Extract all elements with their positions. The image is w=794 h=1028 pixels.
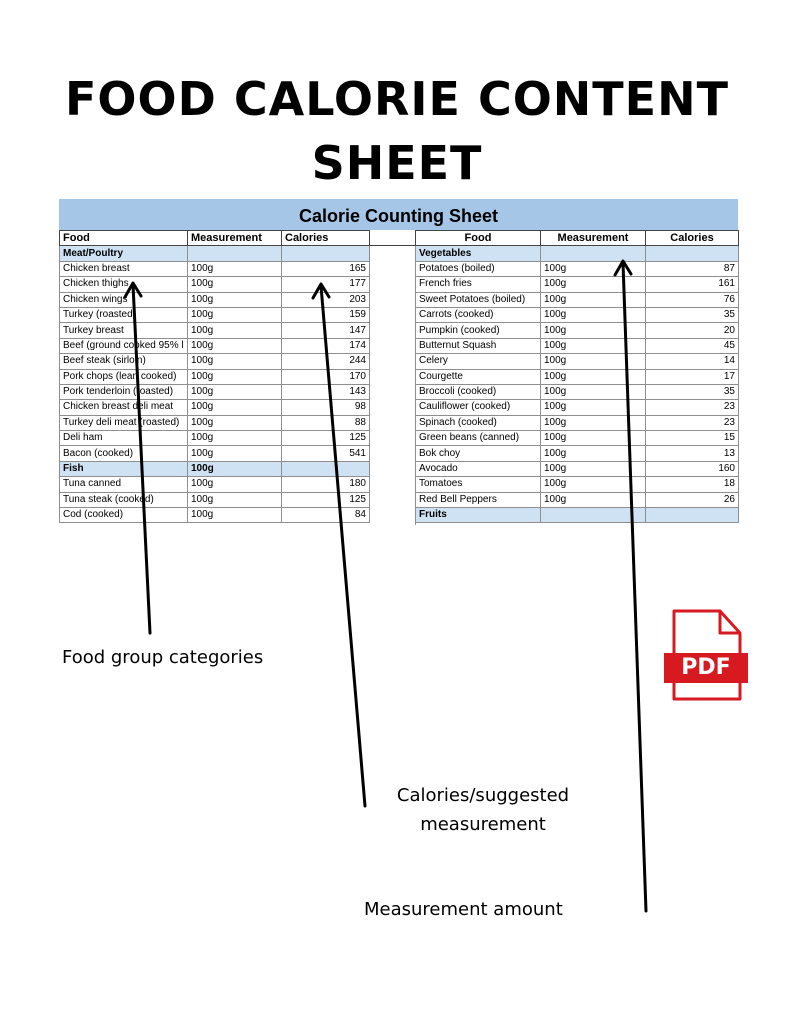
measurement-cell: 100g (541, 446, 646, 461)
food-cell: Chicken thighs (60, 277, 188, 292)
calories-cell: 14 (646, 354, 739, 369)
food-cell: Sweet Potatoes (boiled) (416, 292, 541, 307)
calories-cell: 23 (646, 415, 739, 430)
pdf-badge-label: PDF (681, 655, 731, 680)
calories-cell: 180 (282, 477, 370, 492)
calories-cell: 18 (646, 477, 739, 492)
measurement-cell: 100g (188, 508, 282, 523)
measurement-cell: 100g (188, 338, 282, 353)
food-cell: Spinach (cooked) (416, 415, 541, 430)
measurement-cell: 100g (188, 369, 282, 384)
measurement-cell: 100g (541, 415, 646, 430)
food-cell: Red Bell Peppers (416, 492, 541, 507)
label-calories-line-2: measurement (420, 814, 546, 835)
measurement-cell: 100g (541, 400, 646, 415)
food-cell: Avocado (416, 461, 541, 476)
measurement-cell: 100g (188, 292, 282, 307)
arrow-calories (321, 286, 365, 806)
category-label: Vegetables (416, 246, 541, 261)
measurement-cell: 100g (541, 492, 646, 507)
food-cell: Bok choy (416, 446, 541, 461)
category-label: Meat/Poultry (60, 246, 188, 261)
calories-cell: 88 (282, 415, 370, 430)
food-cell: Turkey deli meat (roasted) (60, 415, 188, 430)
measurement-cell: 100g (188, 277, 282, 292)
food-cell: Cod (cooked) (60, 508, 188, 523)
food-cell: Tuna steak (cooked) (60, 492, 188, 507)
measurement-cell: 100g (188, 307, 282, 322)
measurement-cell: 100g (541, 323, 646, 338)
food-cell: Turkey breast (60, 323, 188, 338)
calories-cell: 159 (282, 307, 370, 322)
category-label: Fruits (416, 508, 541, 523)
food-cell: Cauliflower (cooked) (416, 400, 541, 415)
food-cell: Pumpkin (cooked) (416, 323, 541, 338)
food-cell: Beef steak (sirloin) (60, 354, 188, 369)
calories-cell: 125 (282, 492, 370, 507)
calories-cell: 45 (646, 338, 739, 353)
page-title-line-2: SHEET (311, 136, 483, 190)
measurement-cell: 100g (188, 461, 282, 476)
measurement-cell: 100g (188, 492, 282, 507)
measurement-cell: 100g (541, 338, 646, 353)
measurement-cell: 100g (188, 446, 282, 461)
food-cell: Tuna canned (60, 477, 188, 492)
header-food: Food (60, 231, 188, 246)
food-cell: Tomatoes (416, 477, 541, 492)
calories-cell: 143 (282, 384, 370, 399)
measurement-cell: 100g (541, 277, 646, 292)
calories-cell: 87 (646, 261, 739, 276)
food-cell: Butternut Squash (416, 338, 541, 353)
calories-cell: 20 (646, 323, 739, 338)
food-cell: Deli ham (60, 431, 188, 446)
calories-cell: 244 (282, 354, 370, 369)
measurement-cell: 100g (541, 384, 646, 399)
label-food-group-categories: Food group categories (62, 647, 264, 668)
food-cell: Chicken wings (60, 292, 188, 307)
calories-cell: 84 (282, 508, 370, 523)
measurement-cell: 100g (188, 384, 282, 399)
calories-cell: 13 (646, 446, 739, 461)
measurement-cell: 100g (541, 461, 646, 476)
label-calories-measurement (386, 781, 580, 839)
calories-cell: 160 (646, 461, 739, 476)
food-cell: French fries (416, 277, 541, 292)
food-cell: Pork tenderloin (roasted) (60, 384, 188, 399)
measurement-cell: 100g (188, 431, 282, 446)
label-measurement-amount: Measurement amount (364, 899, 563, 920)
calories-cell: 125 (282, 431, 370, 446)
food-cell: Potatoes (boiled) (416, 261, 541, 276)
calories-cell: 165 (282, 261, 370, 276)
measurement-cell: 100g (541, 354, 646, 369)
calories-cell: 26 (646, 492, 739, 507)
calories-cell: 174 (282, 338, 370, 353)
measurement-cell: 100g (188, 323, 282, 338)
sheet-title: Calorie Counting Sheet (59, 199, 738, 230)
calories-cell: 35 (646, 384, 739, 399)
measurement-cell: 100g (188, 415, 282, 430)
calories-cell: 17 (646, 369, 739, 384)
food-cell: Carrots (cooked) (416, 307, 541, 322)
calories-cell: 35 (646, 307, 739, 322)
food-cell: Chicken breast (60, 261, 188, 276)
calories-cell: 147 (282, 323, 370, 338)
header-measurement: Measurement (188, 231, 282, 246)
measurement-cell: 100g (188, 354, 282, 369)
header-calories: Calories (646, 231, 739, 246)
measurement-cell: 100g (188, 261, 282, 276)
label-calories-line-1: Calories/suggested (396, 785, 570, 806)
calories-cell: 15 (646, 431, 739, 446)
food-cell: Turkey (roasted) (60, 307, 188, 322)
measurement-cell: 100g (541, 477, 646, 492)
page-title-line-1: FOOD CALORIE CONTENT (65, 72, 729, 126)
category-label: Fish (60, 461, 188, 476)
header-calories: Calories (282, 231, 370, 246)
measurement-cell: 100g (541, 369, 646, 384)
food-cell: Pork chops (lean cooked) (60, 369, 188, 384)
food-cell: Broccoli (cooked) (416, 384, 541, 399)
food-cell: Celery (416, 354, 541, 369)
food-cell: Courgette (416, 369, 541, 384)
arrow-measurement (623, 263, 646, 911)
measurement-cell: 100g (188, 477, 282, 492)
measurement-cell: 100g (541, 261, 646, 276)
header-measurement: Measurement (541, 231, 646, 246)
header-food: Food (416, 231, 541, 246)
food-cell: Chicken breast deli meat (60, 400, 188, 415)
calories-cell: 170 (282, 369, 370, 384)
food-cell: Bacon (cooked) (60, 446, 188, 461)
measurement-cell: 100g (188, 400, 282, 415)
measurement-cell: 100g (541, 307, 646, 322)
arrow-food-groups (133, 285, 150, 633)
food-cell: Green beans (canned) (416, 431, 541, 446)
calories-cell: 177 (282, 277, 370, 292)
calories-cell: 23 (646, 400, 739, 415)
calories-cell: 203 (282, 292, 370, 307)
calories-cell: 98 (282, 400, 370, 415)
calories-cell: 76 (646, 292, 739, 307)
measurement-cell: 100g (541, 431, 646, 446)
calories-cell: 161 (646, 277, 739, 292)
food-cell: Beef (ground cooked 95% l (60, 338, 188, 353)
calories-cell: 541 (282, 446, 370, 461)
measurement-cell: 100g (541, 292, 646, 307)
